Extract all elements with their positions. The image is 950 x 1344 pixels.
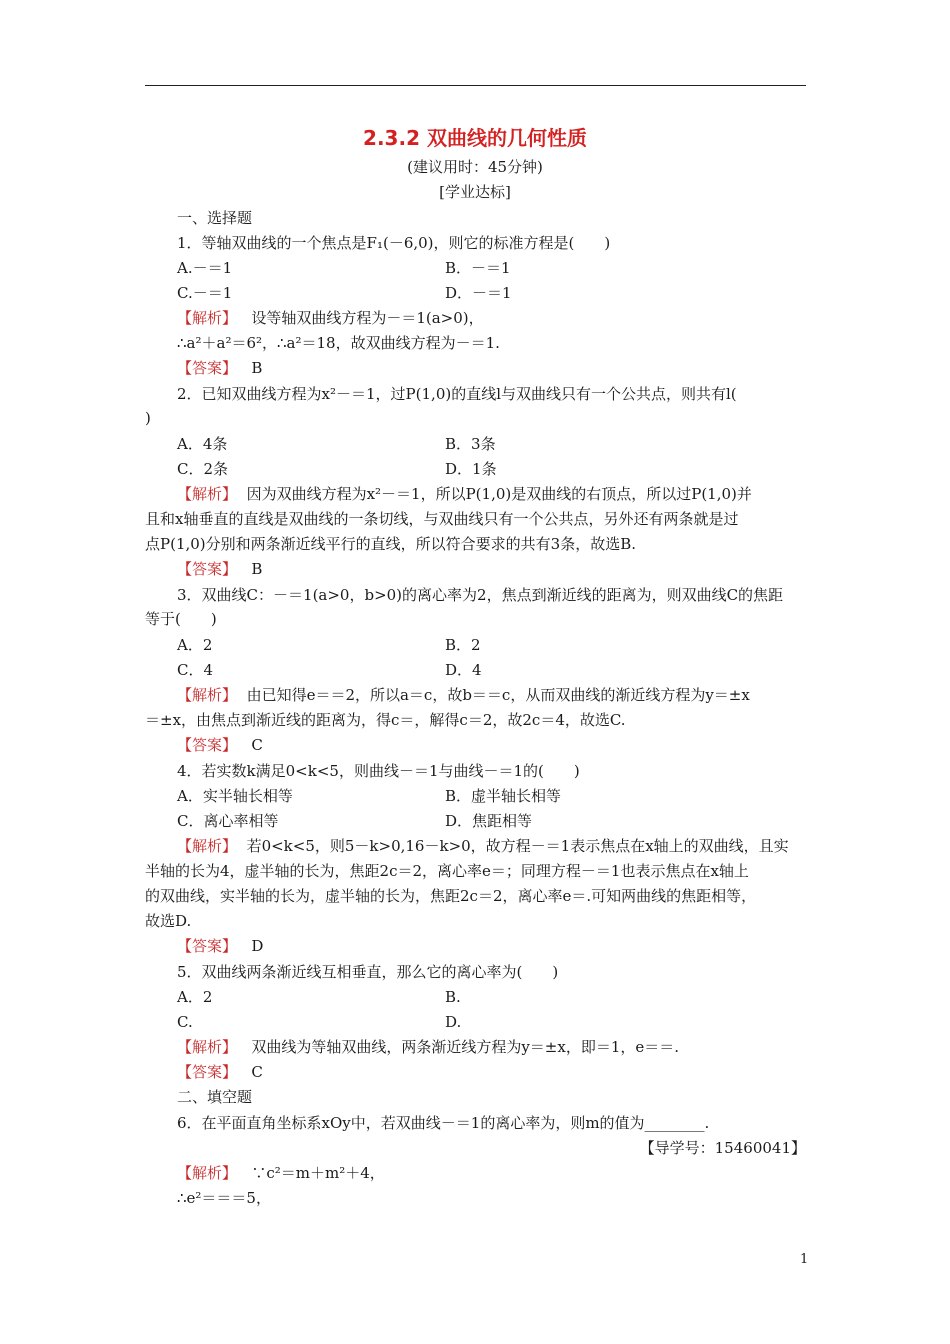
q4-answer bbox=[177, 936, 263, 956]
q2-answer-value: B bbox=[251, 560, 263, 578]
q2-option-b: B．3条 bbox=[445, 435, 496, 453]
q4-analysis-line3: 的双曲线，实半轴的长为，虚半轴的长为，焦距2c＝2，离心率e＝.可知两曲线的焦距相等， bbox=[145, 887, 757, 905]
q4-option-b: B．虚半轴长相等 bbox=[445, 787, 562, 805]
q5-option-c: C. bbox=[177, 1013, 193, 1031]
q2-analysis-line3: 点P(1,0)分别和两条渐近线平行的直线，所以符合要求的共有3条，故选B. bbox=[145, 535, 636, 553]
q1-answer bbox=[177, 358, 262, 378]
q2-option-d: D．1条 bbox=[445, 460, 497, 478]
q4-stem: 4．若实数k满足0<k<5，则曲线－＝1与曲线－＝1的( ) bbox=[177, 762, 580, 780]
q3-analysis bbox=[177, 685, 750, 705]
analysis-tag: 【解析】 bbox=[177, 837, 238, 855]
q1-option-c: C.－＝1 bbox=[177, 284, 233, 302]
header-rule bbox=[145, 85, 806, 86]
q2-stem: 2．已知双曲线方程为x²－＝1，过P(1,0)的直线l与双曲线只有一个公共点，则共有l( bbox=[177, 385, 737, 403]
q2-analysis-text: 因为双曲线方程为x²－＝1，所以P(1,0)是双曲线的右顶点，所以过P(1,0)并 bbox=[246, 485, 752, 503]
q2-option-c: C．2条 bbox=[177, 460, 229, 478]
q4-analysis-text: 若0<k<5，则5－k>0,16－k>0，故方程－＝1表示焦点在x轴上的双曲线，且实 bbox=[246, 837, 789, 855]
q2-analysis bbox=[177, 484, 752, 504]
analysis-tag: 【解析】 bbox=[177, 1164, 238, 1182]
q3-analysis-line2: ＝±x，由焦点到渐近线的距离为，得c＝，解得c＝2，故2c＝4，故选C. bbox=[145, 711, 626, 729]
q5-option-d: D. bbox=[445, 1013, 462, 1031]
q6-stem: 6．在平面直角坐标系xOy中，若双曲线－＝1的离心率为，则m的值为________. bbox=[177, 1114, 710, 1132]
q5-answer bbox=[177, 1062, 263, 1082]
q4-analysis bbox=[177, 836, 789, 856]
q5-stem: 5．双曲线两条渐近线互相垂直，那么它的离心率为( ) bbox=[177, 963, 559, 981]
q4-option-a: A．实半轴长相等 bbox=[177, 787, 293, 805]
q3-option-d: D．4 bbox=[445, 661, 482, 679]
q3-answer-value: C bbox=[251, 736, 263, 754]
analysis-tag: 【解析】 bbox=[177, 1038, 238, 1056]
q6-analysis-text: ∵c²＝m＋m²＋4， bbox=[251, 1164, 385, 1182]
q1-analysis-text: 设等轴双曲线方程为－＝1(a>0)， bbox=[251, 309, 484, 327]
q3-stem-line2: 等于( ) bbox=[145, 610, 217, 628]
q6-analysis-line2: ∴e²＝＝＝5， bbox=[177, 1189, 271, 1207]
q2-analysis-line2: 且和x轴垂直的直线是双曲线的一条切线，与双曲线只有一个公共点，另外还有两条就是过 bbox=[145, 510, 739, 528]
q4-answer-value: D bbox=[251, 937, 264, 955]
section-label: [学业达标] bbox=[439, 183, 511, 201]
q3-option-c: C．4 bbox=[177, 661, 214, 679]
q3-option-a: A．2 bbox=[177, 636, 213, 654]
q4-analysis-line2: 半轴的长为4，虚半轴的长为，焦距2c＝2，离心率e＝；同理方程－＝1也表示焦点在x轴上 bbox=[145, 862, 749, 880]
page-number: 1 bbox=[800, 1252, 809, 1267]
q2-answer bbox=[177, 559, 262, 579]
q6-analysis bbox=[177, 1163, 385, 1183]
q5-answer-value: C bbox=[251, 1063, 263, 1081]
q4-option-d: D．焦距相等 bbox=[445, 812, 533, 830]
reference-number: 【导学号：15460041】 bbox=[639, 1139, 806, 1157]
answer-tag: 【答案】 bbox=[177, 359, 238, 377]
part2-heading: 二、填空题 bbox=[177, 1088, 253, 1106]
q1-option-d: D．－＝1 bbox=[445, 284, 512, 302]
q1-option-b: B．－＝1 bbox=[445, 259, 511, 277]
time-note: (建议用时：45分钟) bbox=[407, 158, 543, 176]
q1-analysis bbox=[177, 308, 484, 328]
q3-answer bbox=[177, 735, 263, 755]
q5-analysis bbox=[177, 1037, 679, 1057]
part1-heading: 一、选择题 bbox=[177, 209, 253, 227]
q5-option-a: A．2 bbox=[177, 988, 213, 1006]
q3-option-b: B．2 bbox=[445, 636, 481, 654]
q1-answer-value: B bbox=[251, 359, 263, 377]
answer-tag: 【答案】 bbox=[177, 937, 238, 955]
q4-analysis-line4: 故选D. bbox=[145, 912, 192, 930]
analysis-tag: 【解析】 bbox=[177, 686, 238, 704]
q1-stem: 1．等轴双曲线的一个焦点是F₁(－6,0)，则它的标准方程是( ) bbox=[177, 234, 611, 252]
q1-analysis-line2: ∴a²＋a²＝6²，∴a²＝18，故双曲线方程为－＝1. bbox=[177, 334, 500, 352]
page-title: 2.3.2 双曲线的几何性质 bbox=[363, 126, 587, 150]
analysis-tag: 【解析】 bbox=[177, 309, 238, 327]
q2-option-a: A．4条 bbox=[177, 435, 228, 453]
answer-tag: 【答案】 bbox=[177, 560, 238, 578]
q3-analysis-text: 由已知得e＝＝2，所以a＝c，故b＝＝c，从而双曲线的渐近线方程为y＝±x bbox=[246, 686, 750, 704]
q2-stem-line2: ) bbox=[145, 409, 151, 427]
answer-tag: 【答案】 bbox=[177, 1063, 238, 1081]
analysis-tag: 【解析】 bbox=[177, 485, 238, 503]
answer-tag: 【答案】 bbox=[177, 736, 238, 754]
q5-analysis-text: 双曲线为等轴双曲线，两条渐近线方程为y＝±x，即＝1，e＝＝. bbox=[251, 1038, 680, 1056]
q3-stem: 3．双曲线C：－＝1(a>0，b>0)的离心率为2，焦点到渐近线的距离为，则双曲线C的焦距 bbox=[177, 586, 784, 604]
q1-option-a: A.－＝1 bbox=[177, 259, 233, 277]
q5-option-b: B. bbox=[445, 988, 461, 1006]
q4-option-c: C．离心率相等 bbox=[177, 812, 279, 830]
